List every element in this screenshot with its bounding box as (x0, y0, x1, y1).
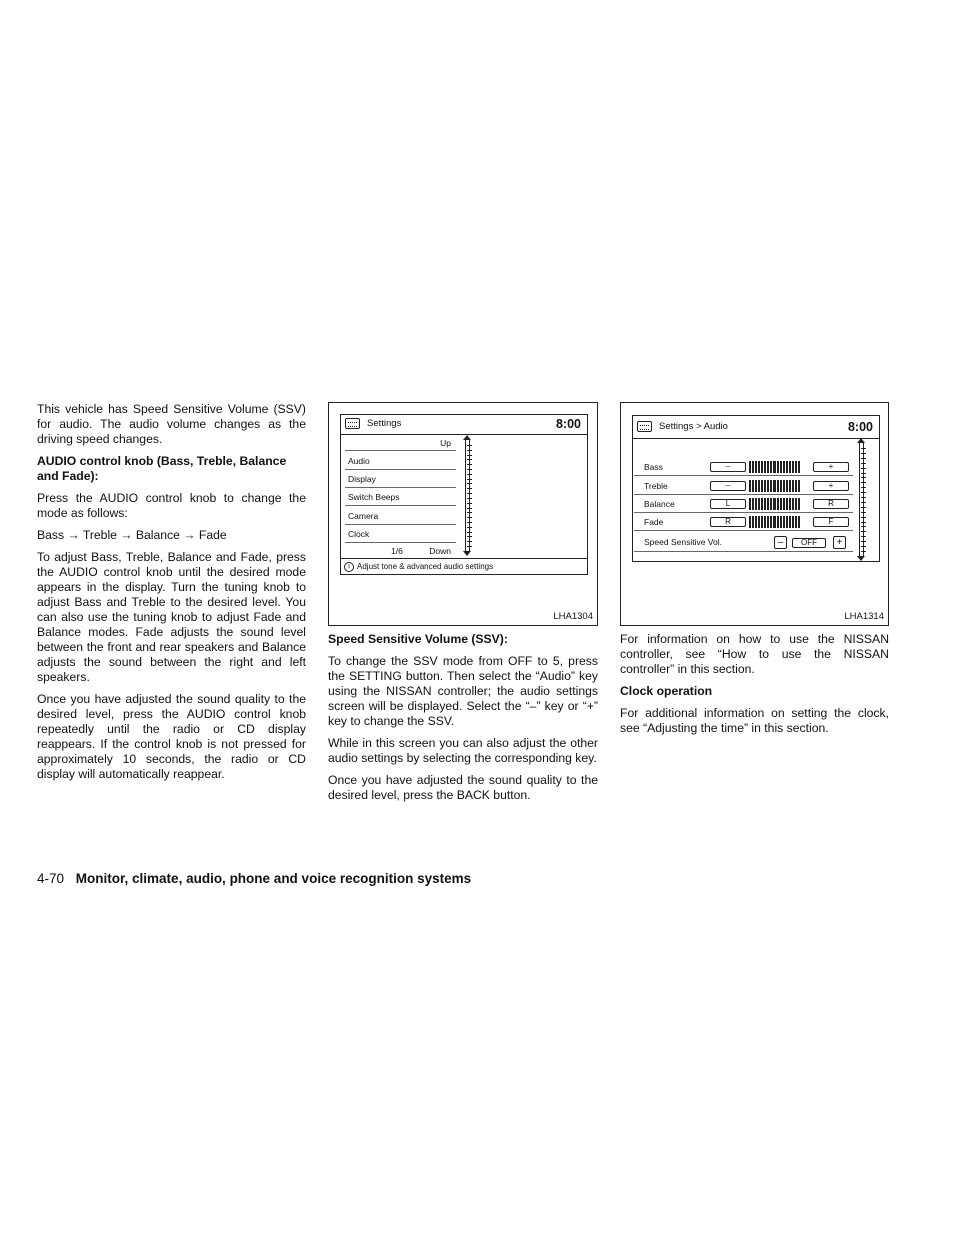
scroll-tick (467, 483, 472, 484)
scroll-tick (861, 453, 866, 454)
scroll-tick (467, 493, 472, 494)
scroll-down-arrow-icon (463, 551, 471, 556)
controller-info-paragraph: For information on how to use the NISSAN controller, see “How to use the NISSAN controller” in this section. (620, 632, 889, 676)
level-segment (767, 498, 769, 510)
scroll-tick (467, 541, 472, 542)
level-segment (783, 516, 785, 528)
bass-row (634, 458, 853, 476)
ssv-value: OFF (792, 538, 826, 548)
treble-label: Treble (644, 481, 668, 491)
audio-knob-paragraph: Press the AUDIO control knob to change the mode as follows: (37, 491, 306, 520)
level-segment (798, 461, 800, 473)
level-segment (786, 480, 788, 492)
level-segment (761, 498, 763, 510)
scroll-tick (861, 546, 866, 547)
ssv-label: Speed Sensitive Vol. (644, 537, 722, 547)
level-segment (773, 516, 776, 528)
level-segment (795, 461, 797, 473)
fade-label: Fade (644, 517, 664, 527)
level-segment (780, 498, 782, 510)
scroll-bar[interactable] (465, 439, 470, 552)
screen-title: Settings (367, 418, 402, 429)
fade-front-button[interactable]: F (813, 517, 849, 527)
scroll-tick (467, 445, 472, 446)
scroll-tick (861, 551, 866, 552)
screen-header (633, 416, 879, 439)
level-segment (773, 498, 776, 510)
level-segment (780, 461, 782, 473)
level-segment (792, 498, 794, 510)
level-segment (749, 498, 751, 510)
scroll-tick (861, 502, 866, 503)
audio-settings-screen (632, 415, 880, 562)
level-segment (789, 461, 791, 473)
level-segment (761, 516, 763, 528)
scroll-tick (861, 507, 866, 508)
level-segment (795, 516, 797, 528)
scroll-tick (861, 492, 866, 493)
scroll-tick (861, 497, 866, 498)
audio-settings-figure (620, 402, 889, 626)
down-button[interactable]: Down (429, 546, 451, 556)
page-indicator: 1/6 (391, 546, 403, 556)
scroll-tick (861, 468, 866, 469)
scroll-tick (467, 527, 472, 528)
level-segment (792, 516, 794, 528)
level-segment (755, 498, 757, 510)
scroll-tick (861, 536, 866, 537)
level-segment (764, 480, 766, 492)
scroll-tick (861, 541, 866, 542)
level-segment (758, 480, 760, 492)
level-segment (749, 480, 751, 492)
scroll-tick (467, 503, 472, 504)
level-segment (792, 480, 794, 492)
scroll-down-arrow-icon (857, 556, 865, 561)
fade-row (634, 513, 853, 531)
level-segment (789, 516, 791, 528)
level-segment (767, 516, 769, 528)
level-segment (758, 461, 760, 473)
fade-level-bars (749, 516, 800, 528)
level-segment (755, 480, 757, 492)
level-segment (795, 498, 797, 510)
level-segment (755, 516, 757, 528)
scroll-tick (861, 517, 866, 518)
level-segment (780, 516, 782, 528)
level-segment (777, 516, 779, 528)
scroll-tick (467, 522, 472, 523)
scroll-tick (467, 450, 472, 451)
scroll-tick (467, 488, 472, 489)
treble-row (634, 477, 853, 495)
middle-column (328, 402, 598, 810)
level-segment (758, 498, 760, 510)
level-segment (752, 498, 754, 510)
scroll-up-arrow-icon (463, 435, 471, 440)
level-segment (761, 461, 763, 473)
menu-item-switch-beeps[interactable]: Switch Beeps (345, 488, 456, 506)
level-segment (749, 516, 751, 528)
ssv-row (634, 532, 853, 552)
scroll-tick (467, 464, 472, 465)
bass-level-bars (749, 461, 800, 473)
adjust-paragraph: To adjust Bass, Treble, Balance and Fade, press the AUDIO control knob until the desired mode appears in the display. Turn the tuning knob to adjust Bass and Treble to the desired level. You can also use the tuning knob to adjust Fade and Balance modes. Fade adjusts the sound level between the front and rear speakers and Balance adjusts the sound between the right and left speakers. (37, 550, 306, 684)
left-column (37, 402, 306, 789)
settings-screen (340, 414, 588, 575)
scroll-tick (861, 531, 866, 532)
scroll-tick (861, 512, 866, 513)
settings-icon (637, 421, 652, 432)
scroll-tick (861, 458, 866, 459)
level-segment (770, 461, 772, 473)
level-segment (761, 480, 763, 492)
balance-row (634, 495, 853, 513)
scroll-tick (467, 508, 472, 509)
level-segment (755, 461, 757, 473)
scroll-tick (861, 448, 866, 449)
level-segment (789, 480, 791, 492)
hint-bar (341, 558, 587, 575)
hint-text: Adjust tone & advanced audio settings (357, 562, 494, 571)
level-segment (792, 461, 794, 473)
scroll-tick (467, 474, 472, 475)
level-segment (773, 461, 776, 473)
ssv-intro-paragraph: This vehicle has Speed Sensitive Volume (SSV) for audio. The audio volume changes as the driving speed changes. (37, 402, 306, 446)
level-segment (767, 461, 769, 473)
level-segment (777, 461, 779, 473)
level-segment (786, 461, 788, 473)
section-title: Monitor, climate, audio, phone and voice recognition systems (75, 871, 472, 886)
menu-item-display[interactable]: Display (345, 470, 456, 488)
treble-plus-button[interactable]: + (813, 481, 849, 491)
scroll-tick (861, 463, 866, 464)
treble-minus-button[interactable]: – (710, 481, 746, 491)
balance-left-button[interactable]: L (710, 499, 746, 509)
figure-code: LHA1314 (844, 611, 884, 622)
level-segment (770, 480, 772, 492)
scroll-tick (467, 469, 472, 470)
treble-level-bars (749, 480, 800, 492)
bass-plus-button[interactable]: + (813, 462, 849, 472)
scroll-tick (467, 479, 472, 480)
settings-icon (345, 418, 360, 429)
clock-operation-heading: Clock operation (620, 684, 713, 698)
level-segment (749, 461, 751, 473)
level-segment (758, 516, 760, 528)
level-segment (777, 480, 779, 492)
level-segment (752, 480, 754, 492)
ssv-change-paragraph: To change the SSV mode from OFF to 5, press the SETTING button. Then select the “Audio” key using the NISSAN controller; the audio settings screen will be displayed. Select the “–” key or “+” key to change the SSV. (328, 654, 598, 728)
scroll-tick (861, 482, 866, 483)
page-footer (37, 871, 471, 887)
page-number: 4-70 (37, 871, 65, 886)
scroll-tick (861, 522, 866, 523)
settings-screen-figure (328, 402, 598, 626)
audio-knob-heading: AUDIO control knob (Bass, Treble, Balance and Fade): (37, 454, 287, 483)
balance-level-bars (749, 498, 800, 510)
level-segment (752, 461, 754, 473)
level-segment (798, 516, 800, 528)
bass-minus-button[interactable]: – (710, 462, 746, 472)
level-segment (764, 461, 766, 473)
back-button-paragraph: Once you have adjusted the sound quality to the desired level, press the BACK button. (328, 773, 598, 802)
level-segment (767, 480, 769, 492)
figure-code: LHA1304 (553, 611, 593, 622)
level-segment (773, 480, 776, 492)
scroll-tick (467, 455, 472, 456)
level-segment (764, 516, 766, 528)
screen-clock: 8:00 (847, 420, 873, 434)
ssv-minus-button[interactable]: – (774, 536, 787, 549)
level-segment (783, 498, 785, 510)
level-segment (786, 516, 788, 528)
right-column (620, 402, 889, 743)
level-segment (789, 498, 791, 510)
screen-header (341, 415, 587, 435)
scroll-bar[interactable] (859, 442, 864, 557)
scroll-tick (467, 459, 472, 460)
scroll-tick (861, 473, 866, 474)
paging-row (345, 544, 456, 558)
menu-item-audio[interactable]: Audio (345, 452, 456, 470)
fade-rear-button[interactable]: R (710, 517, 746, 527)
balance-right-button[interactable]: R (813, 499, 849, 509)
scroll-tick (861, 477, 866, 478)
reappear-paragraph: Once you have adjusted the sound quality to the desired level, press the AUDIO control knob repeatedly until the radio or CD display reappears. If the control knob is not pressed for approximately 10 seconds, the radio or CD display will automatically reappear. (37, 692, 306, 781)
level-segment (770, 498, 772, 510)
scroll-tick (467, 532, 472, 533)
level-segment (795, 480, 797, 492)
scroll-tick (467, 536, 472, 537)
scroll-tick (861, 487, 866, 488)
other-settings-paragraph: While in this screen you can also adjust the other audio settings by selecting the corresponding key. (328, 736, 598, 765)
scroll-tick (861, 526, 866, 527)
level-segment (770, 516, 772, 528)
scroll-tick (467, 546, 472, 547)
mode-sequence: Bass → Treble → Balance → Fade (37, 528, 227, 542)
ssv-plus-button[interactable]: + (833, 536, 846, 549)
scroll-up-arrow-icon (857, 438, 865, 443)
level-segment (752, 516, 754, 528)
scroll-tick (467, 498, 472, 499)
level-segment (783, 461, 785, 473)
clock-info-paragraph: For additional information on setting the clock, see “Adjusting the time” in this section. (620, 706, 889, 735)
level-segment (798, 498, 800, 510)
bass-label: Bass (644, 462, 663, 472)
info-icon: i (344, 562, 354, 572)
screen-title: Settings > Audio (659, 421, 728, 432)
level-segment (786, 498, 788, 510)
menu-item-camera[interactable]: Camera (345, 507, 456, 525)
scroll-tick (467, 517, 472, 518)
balance-label: Balance (644, 499, 675, 509)
level-segment (798, 480, 800, 492)
level-segment (780, 480, 782, 492)
level-segment (783, 480, 785, 492)
scroll-tick (467, 512, 472, 513)
menu-item-clock[interactable]: Clock (345, 525, 456, 543)
level-segment (764, 498, 766, 510)
level-segment (777, 498, 779, 510)
up-button[interactable]: Up (345, 435, 456, 451)
screen-clock: 8:00 (555, 417, 581, 431)
ssv-heading: Speed Sensitive Volume (SSV): (328, 632, 508, 646)
